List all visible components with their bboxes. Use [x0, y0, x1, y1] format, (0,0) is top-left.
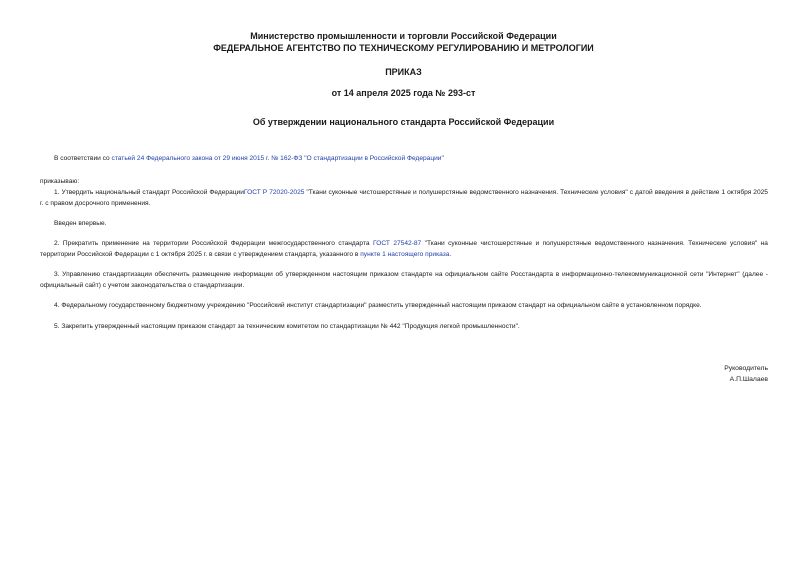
p2-text-before: 2. Прекратить применение на территории Российской Федерации межгосударственного стандарта [54, 240, 373, 247]
paragraph-2 [40, 238, 768, 260]
gost-r-72020-link[interactable]: ГОСТ Р 72020-2025 [243, 189, 305, 196]
point-1-link[interactable]: пункте 1 настоящего приказа [360, 251, 450, 258]
ministry-heading: Министерство промышленности и торговли Российской Федерации [250, 31, 557, 41]
order-word: приказываю: [40, 178, 80, 185]
signature-role: Руководитель [724, 365, 768, 372]
p2-text-middle: "Ткани суконные чистошерстяные и полушерстяные ведомственного назначения. Технические условия" на территории Российской Федерации с 1 октября 2025 г. в связи с утверждением стандарта, указанного в [40, 240, 768, 258]
preamble [40, 153, 768, 164]
doc-type: ПРИКАЗ [385, 67, 422, 77]
paragraph-5: 5. Закрепить утвержденный настоящим приказом стандарт за техническим комитетом по стандартизации № 442 "Продукция легкой промышленности". [54, 323, 520, 330]
paragraph-3: 3. Управлению стандартизации обеспечить размещение информации об утвержденном настоящим приказом стандарте на официальном сайте Росстандарта в информационно-телекоммуникационной сети "Интернет" (далее - официальный сайт) с учетом законодательства о стандартизации. [40, 271, 768, 289]
introduced-first: Введен впервые. [54, 220, 107, 227]
date-number: от 14 апреля 2025 года № 293-ст [331, 88, 476, 98]
p1-text-after: "Ткани суконные чистошерстяные и полушерстяные ведомственного назначения. Технические условия" с датой введения в действие 1 октября 2025 г. с правом досрочного применения. [40, 189, 768, 207]
agency-heading: ФЕДЕРАЛЬНОЕ АГЕНТСТВО ПО ТЕХНИЧЕСКОМУ РЕГУЛИРОВАНИЮ И МЕТРОЛОГИИ [213, 43, 594, 53]
page-title: Об утверждении национального стандарта Российской Федерации [252, 117, 555, 127]
paragraph-4: 4. Федеральному государственному бюджетному учреждению "Российский институт стандартизации" разместить утвержденный настоящим приказом стандарт на официальном сайте в установленном порядке. [54, 302, 702, 309]
federal-law-link[interactable]: статьей 24 Федерального закона от 29 июня 2015 г. № 162-ФЗ "О стандартизации в Российской Федерации" [111, 155, 444, 162]
paragraph-1 [40, 187, 768, 209]
p1-text-before: 1. Утвердить национальный стандарт Российской Федерации [54, 189, 244, 196]
preamble-prefix: В соответствии со [54, 155, 112, 162]
signature-name: А.П.Шалаев [729, 376, 768, 383]
p2-text-after: . [449, 251, 452, 258]
gost-27542-link[interactable]: ГОСТ 27542-87 [373, 240, 422, 247]
